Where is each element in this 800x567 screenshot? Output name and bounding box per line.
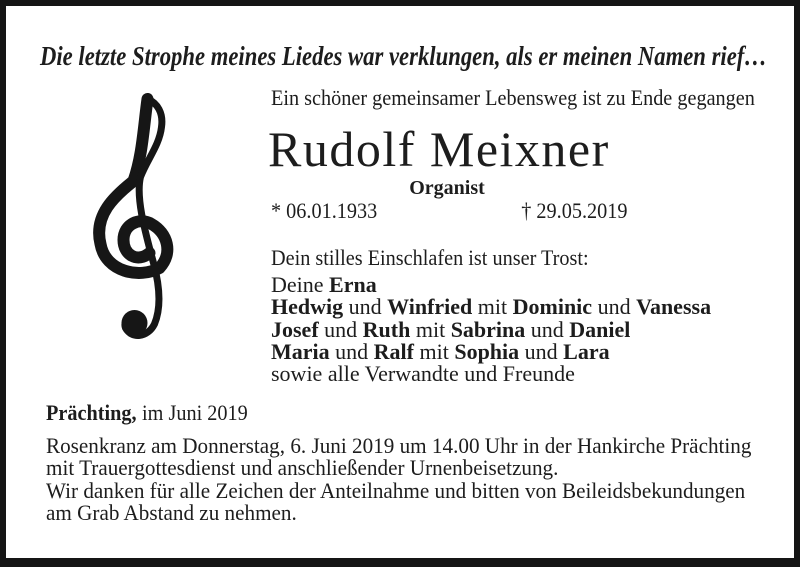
mourners-list: [271, 274, 711, 385]
life-dates: [271, 198, 627, 223]
ceremony-details: [46, 435, 796, 524]
mourner-line: Hedwig und Winfried mit Dominic und Vanessa: [271, 294, 712, 320]
dateline-place: Prächting,: [46, 400, 137, 425]
deceased-role: Organist: [409, 177, 485, 199]
deceased-name: Rudolf Meixner: [268, 121, 610, 177]
dateline: [46, 400, 265, 425]
consolation-text: Dein stilles Einschlafen ist unser Trost:: [271, 245, 589, 270]
mourner-line: Deine Erna: [271, 272, 377, 297]
ceremony-line: mit Trauergottesdienst und anschließender Urnenbeisetzung.: [46, 455, 559, 481]
intro-line: [271, 85, 797, 111]
ceremony-line: am Grab Abstand zu nehmen.: [46, 499, 297, 525]
ceremony-line: Wir danken für alle Zeichen der Anteilnahme und bitten von Beileidsbekundungen: [46, 477, 746, 503]
intro-text: Ein schöner gemeinsamer Lebensweg ist zu Ende gegangen: [271, 85, 755, 110]
epigraph-text: Die letzte Strophe meines Liedes war verklungen, als er meinen Namen rief…: [40, 41, 767, 71]
ceremony-line: Rosenkranz am Donnerstag, 6. Juni 2019 um 14.00 Uhr in der Hankirche Prächting: [46, 433, 752, 458]
death-date: † 29.05.2019: [520, 198, 627, 223]
consolation-line: [271, 245, 616, 271]
epigraph: [40, 40, 800, 72]
treble-clef-icon: [87, 93, 200, 348]
mourner-line: Josef und Ruth mit Sabrina und Daniel: [271, 316, 631, 342]
dateline-date: im Juni 2019: [142, 400, 248, 425]
birth-date: * 06.01.1933: [271, 198, 378, 223]
mourner-line: Maria und Ralf mit Sophia und Lara: [271, 338, 610, 364]
mourner-line: sowie alle Verwandte und Freunde: [271, 361, 575, 387]
